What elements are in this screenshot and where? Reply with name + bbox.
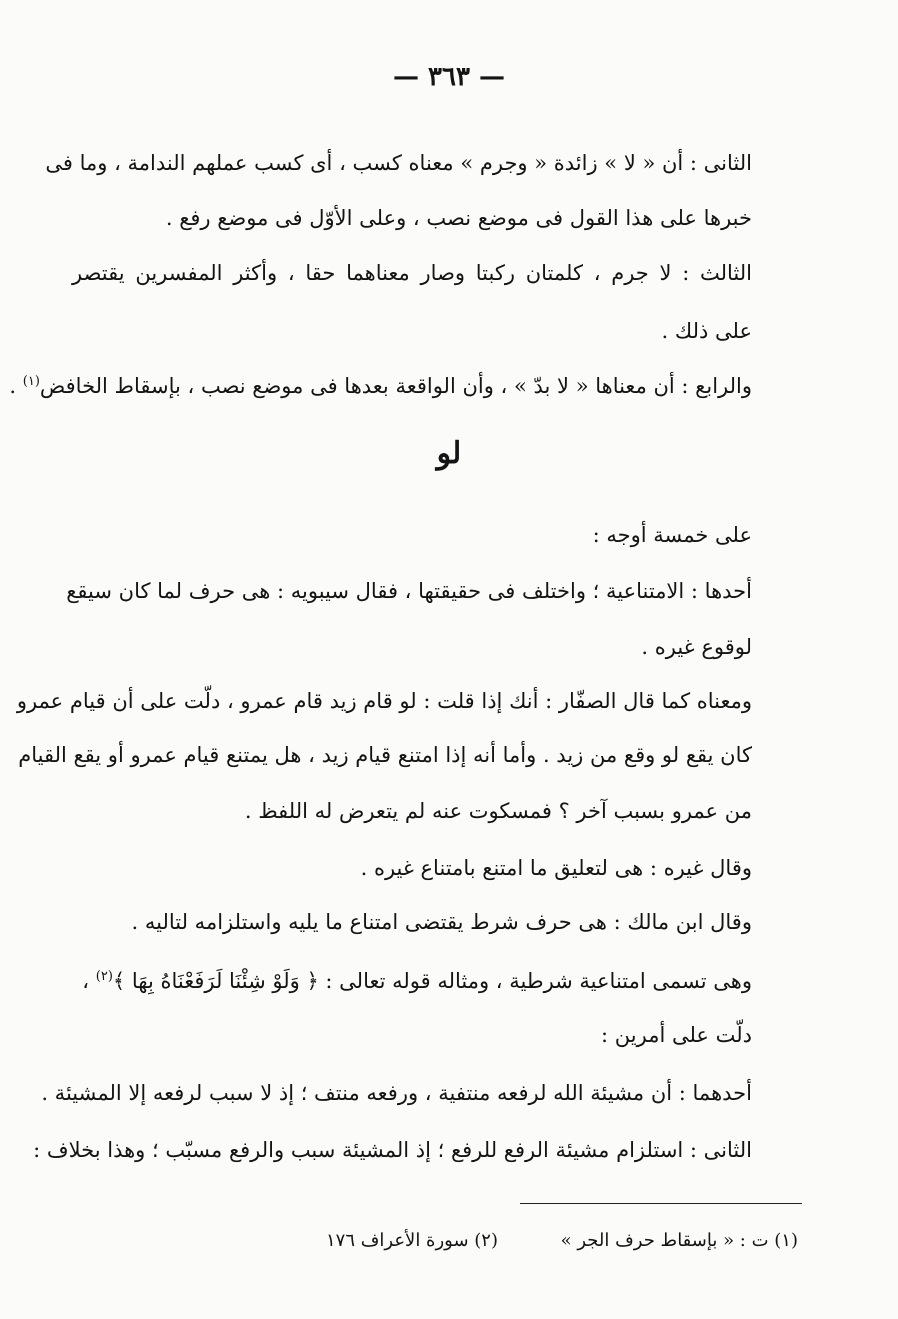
text-line: لوقوع غيره .	[641, 635, 752, 659]
footnote-1: (١) ت : « بإسقاط حرف الجر »	[560, 1230, 798, 1251]
text-line: على خمسة أوجه :	[592, 523, 752, 547]
footnote-2: (٢) سورة الأعراف ١٧٦	[325, 1230, 498, 1251]
text-line: من عمرو بسبب آخر ؟ فمسكوت عنه لم يتعرض له اللفظ .	[244, 799, 752, 823]
page-number: — ٣٦٣ —	[392, 62, 506, 92]
text-line: كان يقع لو وقع من زيد . وأما أنه إذا امتنع قيام زيد ، هل يمتنع قيام عمرو أو يقع القيام	[18, 743, 752, 767]
text-line: الثانى : أن « لا » زائدة « وجرم » معناه كسب ، أى كسب عملهم الندامة ، وما فى	[45, 151, 752, 175]
text-line: أحدها : الامتناعية ؛ واختلف فى حقيقتها ، فقال سيبويه : هى حرف لما كان سيقع	[66, 579, 752, 603]
text-line: الثانى : استلزام مشيئة الرفع للرفع ؛ إذ المشيئة سبب والرفع مسبّب ؛ وهذا بخلاف :	[33, 1138, 752, 1162]
footnote-marker: (٢)	[95, 969, 113, 984]
text-segment: وهى تسمى امتناعية شرطية ، ومثاله قوله تعالى : ﴿ وَلَوْ شِئْنَا لَرَفَعْنَاهُ بِهَا ﴾	[112, 969, 752, 993]
text-line: أحدهما : أن مشيئة الله لرفعه منتفية ، ورفعه منتف ؛ إذ لا سبب لرفعه إلا المشيئة .	[41, 1081, 752, 1105]
footnote-divider	[520, 1203, 802, 1204]
text-line: ومعناه كما قال الصفّار : أنك إذا قلت : لو قام زيد قام عمرو ، دلّت على أن قيام عمرو	[16, 689, 752, 713]
text-segment: والرابع : أن معناها « لا بدّ » ، وأن الواقعة بعدها فى موضع نصب ، بإسقاط الخافض	[39, 374, 752, 398]
section-heading: لو	[436, 436, 462, 471]
text-line	[9, 365, 752, 403]
text-line: الثالث : لا جرم ، كلمتان ركبتا وصار معناهما حقا ، وأكثر المفسرين يقتصر	[72, 261, 752, 285]
text-line	[82, 960, 752, 998]
text-line: خبرها على هذا القول فى موضع نصب ، وعلى الأوّل فى موضع رفع .	[165, 206, 752, 230]
text-line: وقال ابن مالك : هى حرف شرط يقتضى امتناع ما يليه واستلزامه لتاليه .	[131, 910, 752, 934]
text-segment: .	[9, 374, 23, 398]
text-line: دلّت على أمرين :	[601, 1023, 752, 1047]
text-segment: ،	[82, 969, 96, 993]
text-line: وقال غيره : هى لتعليق ما امتنع بامتناع غيره .	[360, 856, 752, 880]
footnote-marker: (١)	[22, 374, 40, 389]
text-line: على ذلك .	[661, 319, 752, 343]
